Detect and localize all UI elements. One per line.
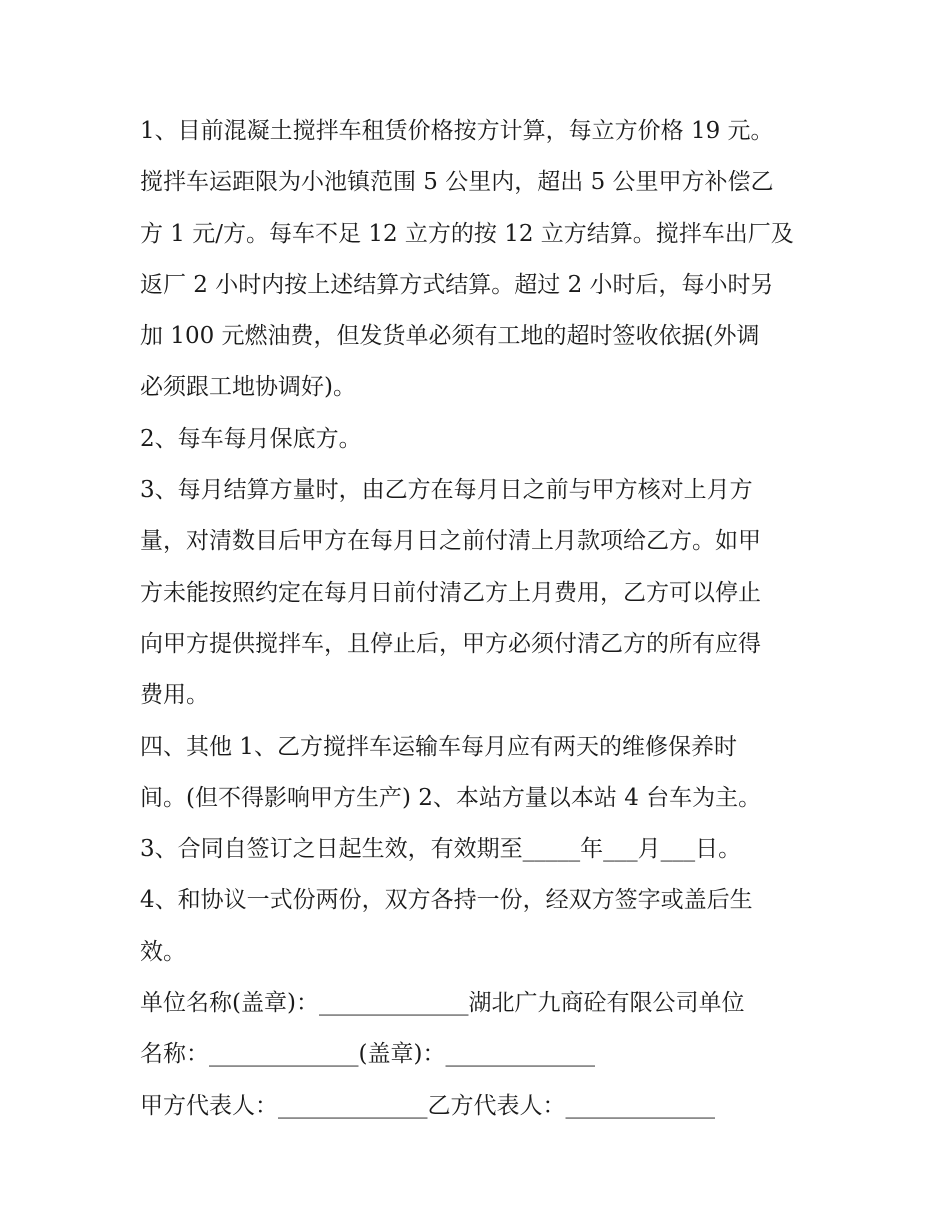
text-line: 方 1 元/方。每车不足 12 立方的按 12 立方结算。搅拌车出厂及 (140, 220, 794, 247)
text-line: 间。(但不得影响甲方生产) 2、本站方量以本站 4 台车为主。 (140, 784, 762, 811)
text-line: 费用。 (140, 682, 209, 709)
text-line: 方未能按照约定在每月日前付清乙方上月费用，乙方可以停止 (140, 579, 761, 606)
signature-line: 名称：_____________(盖章)：_____________ (140, 1041, 595, 1068)
text-line: 量，对清数目后甲方在每月日之前付清上月款项给乙方。如甲 (140, 528, 761, 555)
text-line: 3、合同自签订之日起生效，有效期至_____年___月___日。 (140, 836, 742, 863)
text-line: 返厂 2 小时内按上述结算方式结算。超过 2 小时后，每小时另 (140, 271, 774, 298)
text-line: 向甲方提供搅拌车，且停止后，甲方必须付清乙方的所有应得 (140, 630, 761, 657)
text-line: 3、每月结算方量时，由乙方在每月日之前与甲方核对上月方 (140, 477, 753, 504)
signature-line: 单位名称(盖章)：_____________湖北广九商砼有限公司单位 (140, 990, 745, 1017)
contract-body (140, 106, 830, 1132)
text-line: 搅拌车运距限为小池镇范围 5 公里内，超出 5 公里甲方补偿乙 (140, 169, 774, 196)
text-line: 效。 (140, 938, 186, 965)
text-line: 四、其他 1、乙方搅拌车运输车每月应有两天的维修保养时 (140, 733, 737, 760)
text-line: 1、目前混凝土搅拌车租赁价格按方计算，每立方价格 19 元。 (140, 118, 774, 144)
text-line: 加 100 元燃油费，但发货单必须有工地的超时签收依据(外调 (140, 323, 760, 350)
signature-line: 甲方代表人：_____________乙方代表人：_____________ (140, 1092, 715, 1119)
text-line: 4、和协议一式份两份，双方各持一份，经双方签字或盖后生 (140, 887, 753, 914)
text-line: 2、每车每月保底方。 (140, 425, 362, 452)
text-line: 必须跟工地协调好)。 (140, 374, 356, 401)
